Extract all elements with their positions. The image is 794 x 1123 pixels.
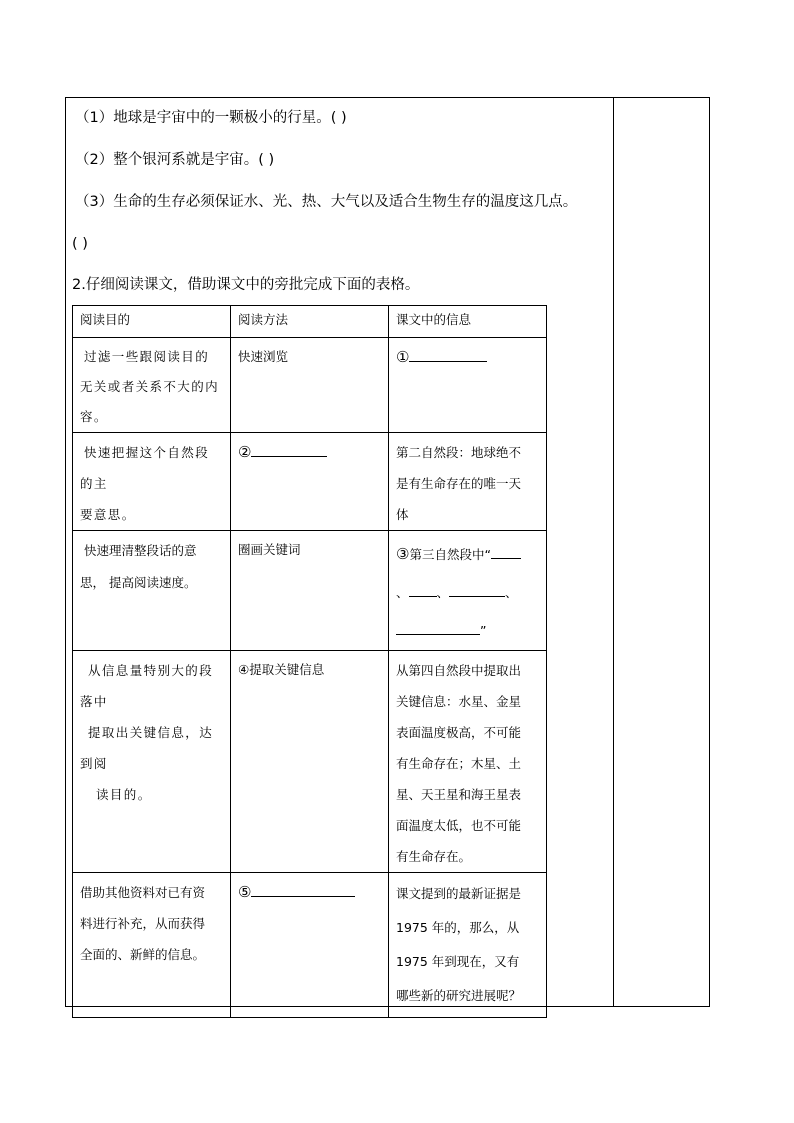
- row2-purpose: 快速把握这个自然段 的主 要意思。: [73, 433, 231, 531]
- task-2-instruction: 2.仔细阅读课文，借助课文中的旁批完成下面的表格。: [72, 277, 420, 293]
- table-row: [73, 651, 547, 873]
- row4-method: ④提取关键信息: [231, 651, 389, 873]
- table-header-row: [73, 306, 547, 338]
- table-row: [73, 873, 547, 1018]
- row1-purpose: 过滤一些跟阅读目的 无关或者关系不大的内 容。: [73, 338, 231, 433]
- row3-method: 圈画关键词: [231, 531, 389, 651]
- row5-info: 课文提到的最新证据是 1975 年的，那么，从 1975 年到现在，又有 哪些新的研究进展呢？: [389, 873, 547, 1018]
- header-method: 阅读方法: [231, 306, 389, 338]
- row4-info: 从第四自然段中提取出 关键信息：水星、金星 表面温度极高，不可能 有生命存在；木星、土 星、天王星和海王星表 面温度太低，也不可能 有生命存在。: [389, 651, 547, 873]
- row2-info: 第二自然段：地球绝不 是有生命存在的唯一天 体: [389, 433, 547, 531]
- table-row: [73, 338, 547, 433]
- question-3: （3）生命的生存必须保证水、光、热、大气以及适合生物生存的温度这几点。: [75, 194, 578, 210]
- question-2: （2）整个银河系就是宇宙。( ): [75, 152, 275, 168]
- row5-purpose: 借助其他资料对已有资 料进行补充，从而获得 全面的、新鲜的信息。: [73, 873, 231, 1018]
- row5-method: ⑤: [231, 873, 389, 1018]
- row1-info: ①: [389, 338, 547, 433]
- row2-method: ②: [231, 433, 389, 531]
- row3-purpose: 快速理清整段话的意 思， 提高阅读速度。: [73, 531, 231, 651]
- header-info: 课文中的信息: [389, 306, 547, 338]
- question-1: （1）地球是宇宙中的一颗极小的行星。( ): [75, 110, 347, 126]
- row3-info: ③第三自然段中“ 、 、 、 ”: [389, 531, 547, 651]
- reading-table: [72, 305, 547, 1018]
- table-row: [73, 531, 547, 651]
- column-divider: [613, 97, 614, 1007]
- question-3-blank: ( ): [72, 236, 88, 252]
- table-row: [73, 433, 547, 531]
- row4-purpose: 从信息量特别大的段 落中 提取出关键信息，达 到阅 读目的。: [73, 651, 231, 873]
- header-purpose: 阅读目的: [73, 306, 231, 338]
- row1-method: 快速浏览: [231, 338, 389, 433]
